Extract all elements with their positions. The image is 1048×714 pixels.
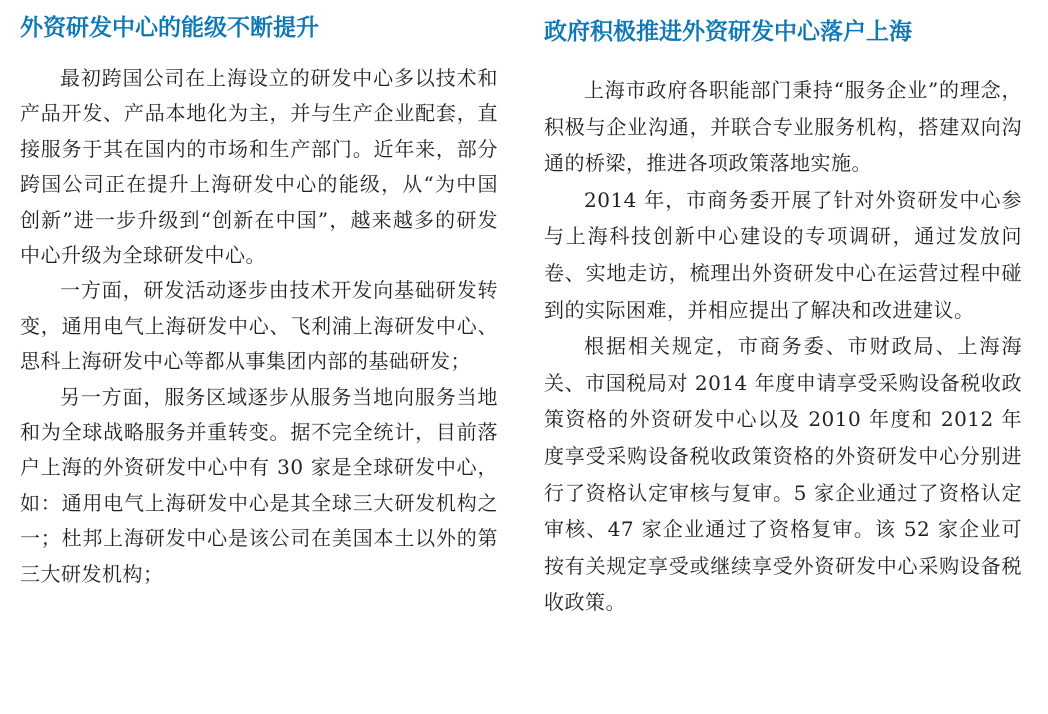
left-paragraph-3: 另一方面，服务区域逐步从服务当地向服务当地和为全球战略服务并重转变。据不完全统计，目前落户上海的外资研发中心中有 30 家是全球研发中心，如：通用电气上海研发中心是其全球三大研发机构之一；杜邦上海研发中心是该公司在美国本土以外的第三大研发机构；	[20, 384, 498, 586]
left-section-heading: 外资研发中心的能级不断提升	[20, 15, 319, 41]
right-paragraph-1: 上海市政府各职能部门秉持“服务企业”的理念，积极与企业沟通，并联合专业服务机构，搭建双向沟通的桥梁，推进各项政策落地实施。	[544, 78, 1022, 176]
right-column	[544, 0, 1022, 621]
left-paragraph-1: 最初跨国公司在上海设立的研发中心多以技术和产品开发、产品本地化为主，并与生产企业配套，直接服务于其在国内的市场和生产部门。近年来，部分跨国公司正在提升上海研发中心的能级，从“为中国创新”进一步升级到“创新在中国”，越来越多的研发中心升级为全球研发中心。	[20, 66, 498, 268]
right-section-body	[544, 72, 1022, 621]
left-column	[20, 0, 498, 592]
left-paragraph-2: 一方面，研发活动逐步由技术开发向基础研发转变，通用电气上海研发中心、飞利浦上海研发中心、思科上海研发中心等都从事集团内部的基础研发；	[20, 278, 498, 374]
right-section-heading: 政府积极推进外资研发中心落户上海	[544, 19, 912, 45]
right-paragraph-2: 2014 年，市商务委开展了针对外资研发中心参与上海科技创新中心建设的专项调研，通过发放问卷、实地走访，梳理出外资研发中心在运营过程中碰到的实际困难，并相应提出了解决和改进建议。	[544, 187, 1022, 322]
right-paragraph-3: 根据相关规定，市商务委、市财政局、上海海关、市国税局对 2014 年度申请享受采购设备税收政策资格的外资研发中心以及 2010 年度和 2012 年度享受采购设备税收政策资格的外资研发中心分别进行了资格认定审核与复审。5 家企业通过了资格认定审核、47 家企业通过了资格复审。该 52 家企业可按有关规定享受或继续享受外资研发中心采购设备税收政策。	[544, 334, 1022, 615]
left-section-body	[20, 61, 498, 592]
